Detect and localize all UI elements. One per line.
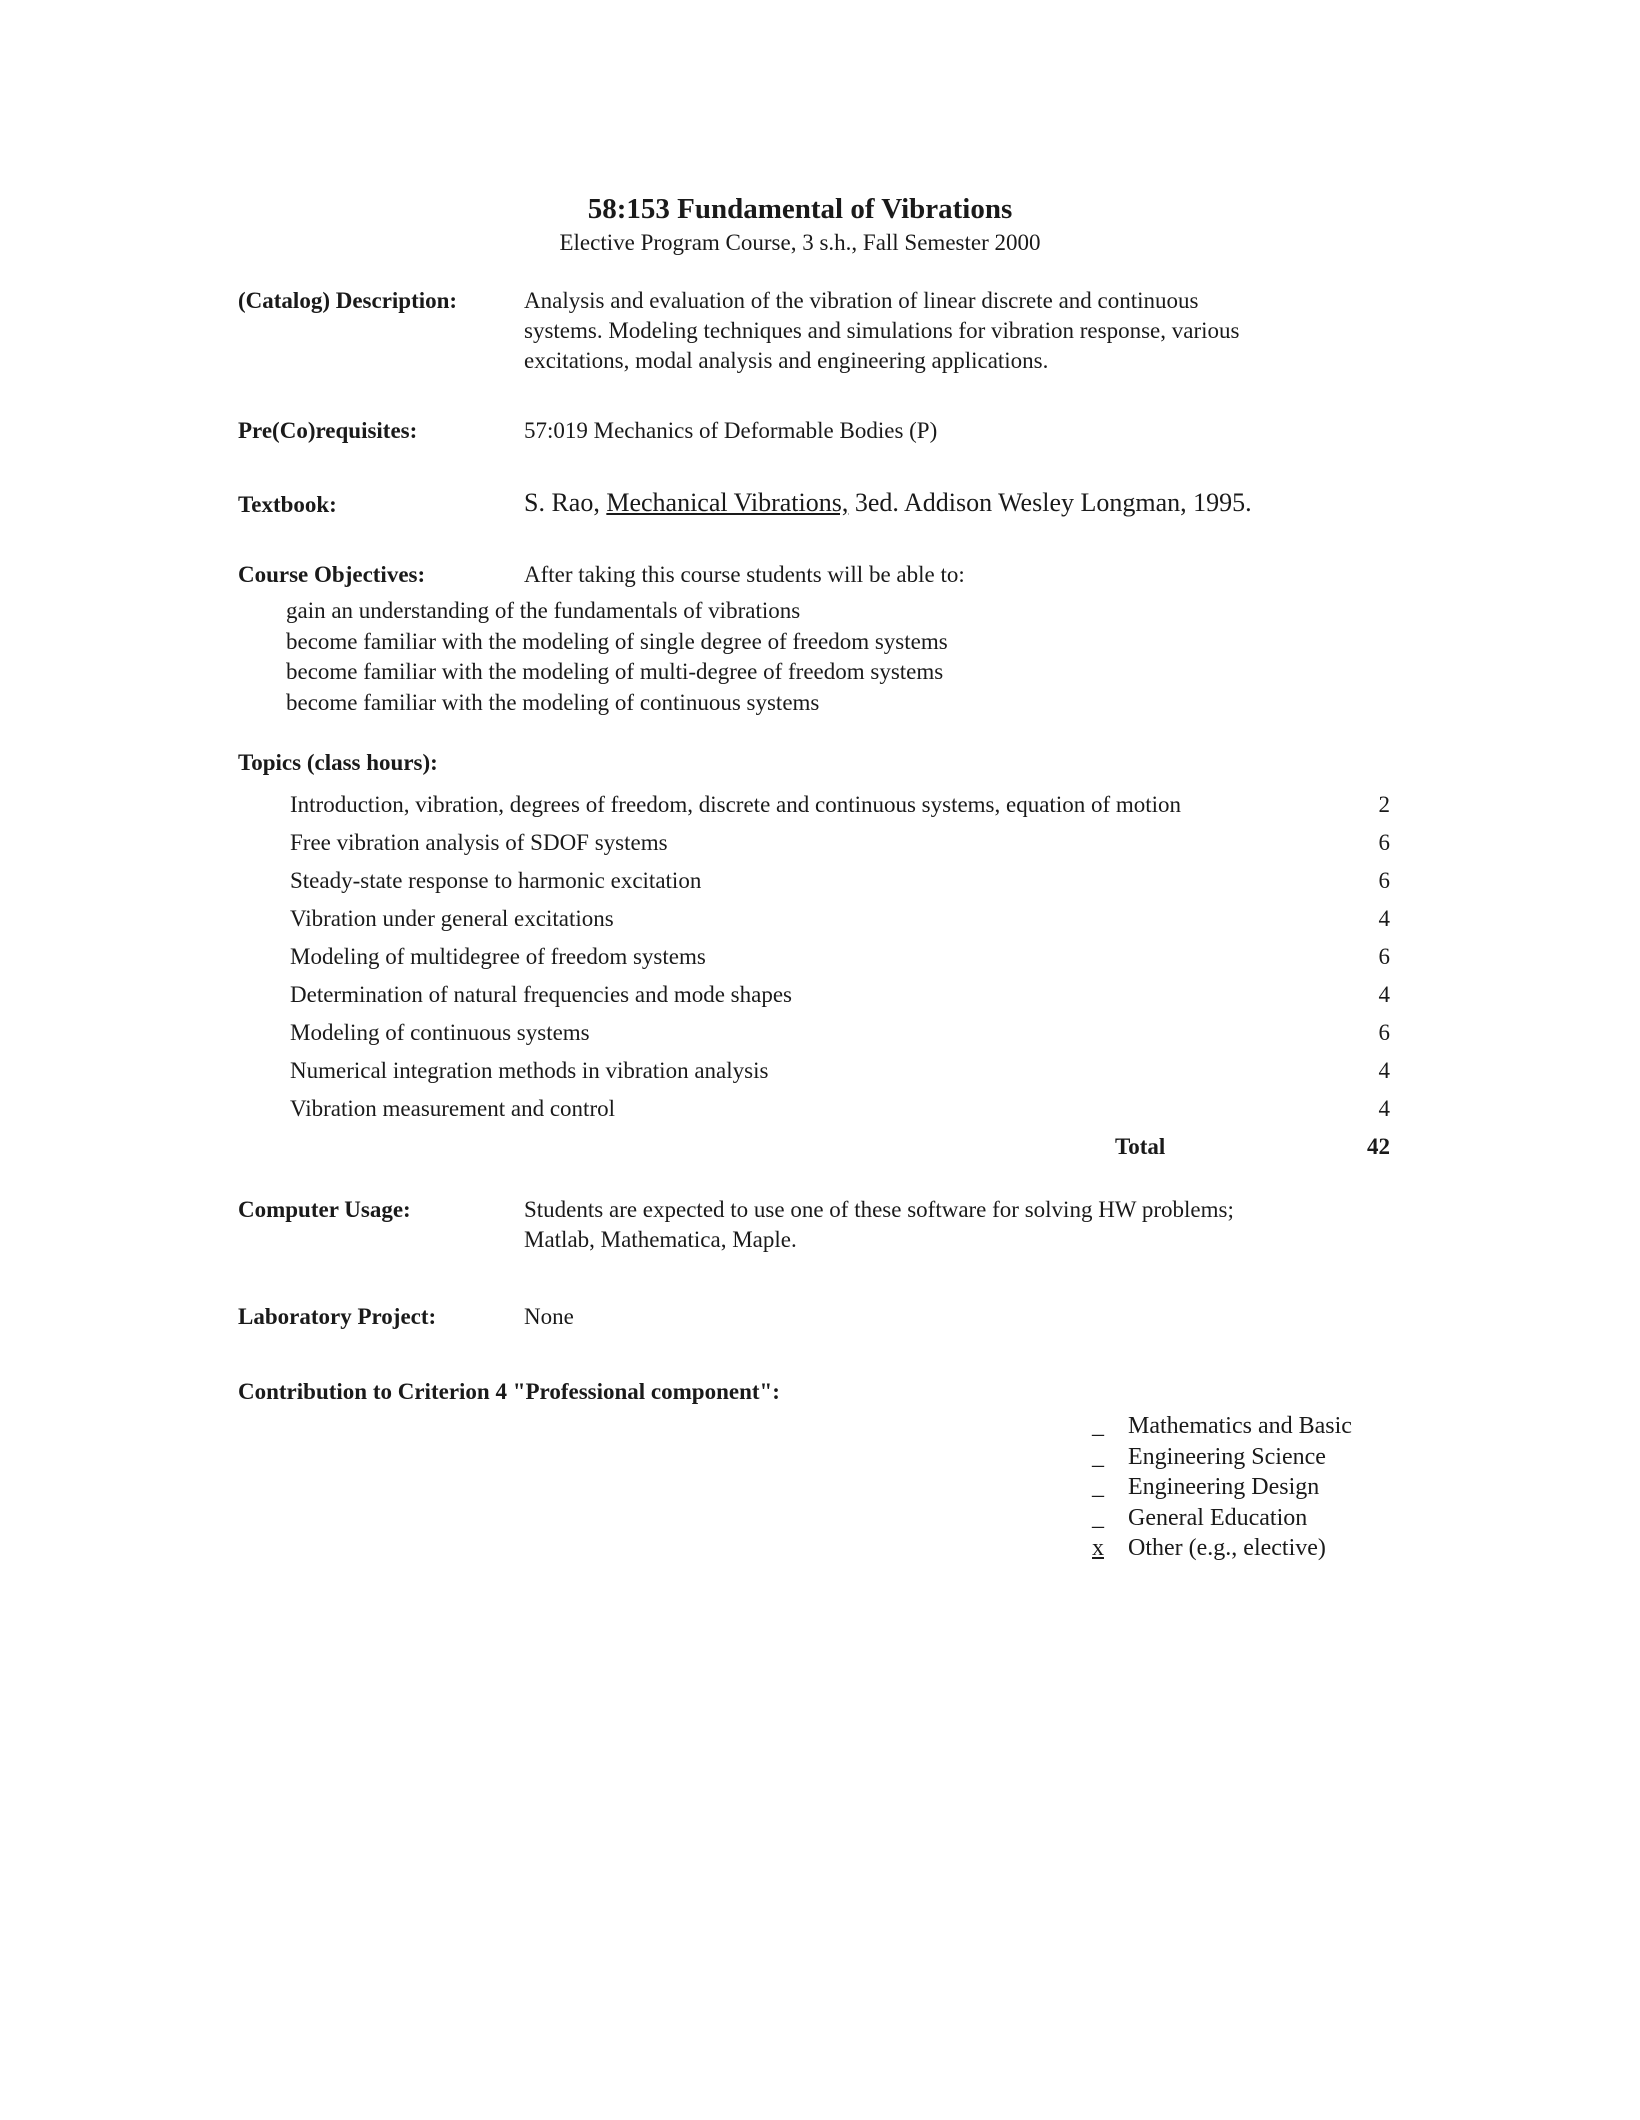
course-subtitle: Elective Program Course, 3 s.h., Fall Semester 2000 (559, 230, 1041, 255)
textbook-details: 3ed. Addison Wesley Longman, 1995. (848, 488, 1252, 517)
topic-row (290, 900, 1390, 938)
topic-hours: 4 (1378, 1058, 1390, 1083)
criterion-item (1092, 1411, 1352, 1442)
computer-usage-line: Matlab, Mathematica, Maple. (524, 1227, 797, 1252)
topic-row (290, 824, 1390, 862)
topic-name: Modeling of continuous systems (290, 1020, 590, 1045)
textbook-value (524, 487, 1354, 519)
objective-item: become familiar with the modeling of multi-degree of freedom systems (286, 659, 944, 684)
topic-name: Numerical integration methods in vibration analysis (290, 1058, 769, 1083)
topic-row (290, 1052, 1390, 1090)
criterion-mark: _ (1092, 1413, 1104, 1439)
topics-table (290, 786, 1390, 1166)
topic-name: Modeling of multidegree of freedom systems (290, 944, 706, 969)
criterion-mark: _ (1092, 1443, 1104, 1470)
criterion-mark: _ (1092, 1474, 1104, 1500)
topic-name: Introduction, vibration, degrees of freedom, discrete and continuous systems, equation of motion (290, 792, 1182, 817)
textbook-author: S. Rao, (524, 488, 607, 517)
topic-row (290, 976, 1390, 1014)
computer-usage-label: Computer Usage: (238, 1197, 411, 1222)
computer-usage-line: Students are expected to use one of these software for solving HW problems; (524, 1197, 1234, 1222)
criterion-item (1092, 1472, 1352, 1503)
topic-hours: 6 (1378, 830, 1390, 855)
criterion-mark: _ (1092, 1504, 1104, 1531)
description-line: systems. Modeling techniques and simulations for vibration response, various (524, 318, 1240, 343)
criterion-text: Engineering Design (1128, 1474, 1320, 1500)
description-text (524, 286, 1354, 376)
description-line: Analysis and evaluation of the vibration of linear discrete and continuous (524, 288, 1199, 313)
topic-hours: 4 (1378, 982, 1390, 1007)
criterion-text: General Education (1128, 1504, 1308, 1531)
criterion-text: Other (e.g., elective) (1128, 1535, 1326, 1561)
objective-item: become familiar with the modeling of continuous systems (286, 689, 820, 715)
prerequisites-label: Pre(Co)requisites: (238, 418, 418, 443)
objective-item: gain an understanding of the fundamentals of vibrations (286, 598, 801, 623)
criterion-checklist (1092, 1411, 1352, 1564)
total-hours: 42 (1367, 1134, 1390, 1159)
topic-hours: 6 (1378, 868, 1390, 893)
topic-row (290, 1090, 1390, 1128)
topic-row (290, 1014, 1390, 1052)
topic-name: Determination of natural frequencies and mode shapes (290, 982, 792, 1007)
objectives-label: Course Objectives: (238, 562, 426, 587)
topic-name: Steady-state response to harmonic excitation (290, 868, 702, 893)
computer-usage-text (524, 1195, 1354, 1255)
objective-item: become familiar with the modeling of single degree of freedom systems (286, 628, 948, 654)
textbook-title: Mechanical Vibrations, (606, 488, 849, 517)
topics-label: Topics (class hours): (238, 750, 438, 775)
objectives-intro: After taking this course students will be able to: (524, 562, 965, 587)
lab-project-label: Laboratory Project: (238, 1304, 437, 1329)
topic-row (290, 786, 1390, 824)
lab-project-value: None (524, 1304, 574, 1329)
description-label: (Catalog) Description: (238, 288, 458, 313)
prerequisites-value: 57:019 Mechanics of Deformable Bodies (P) (524, 418, 938, 443)
topic-hours: 6 (1378, 944, 1390, 969)
objectives-list (286, 596, 948, 718)
criterion-item (1092, 1533, 1352, 1564)
topic-hours: 4 (1378, 906, 1390, 931)
topic-hours: 2 (1378, 792, 1390, 817)
topic-row (290, 862, 1390, 900)
criterion-label: Contribution to Criterion 4 "Professional component": (238, 1379, 780, 1404)
topic-name: Vibration under general excitations (290, 906, 614, 931)
criterion-text: Mathematics and Basic (1128, 1413, 1352, 1439)
description-line: excitations, modal analysis and engineering applications. (524, 348, 1049, 373)
topic-name: Vibration measurement and control (290, 1096, 615, 1121)
course-header (480, 191, 1120, 259)
criterion-item (1092, 1442, 1352, 1473)
criterion-mark: x (1092, 1535, 1104, 1561)
topics-total-row (290, 1128, 1390, 1166)
textbook-label: Textbook: (238, 492, 337, 517)
total-label: Total (1115, 1134, 1166, 1159)
topic-hours: 6 (1378, 1020, 1390, 1045)
criterion-text: Engineering Science (1128, 1443, 1326, 1470)
topic-name: Free vibration analysis of SDOF systems (290, 830, 668, 855)
topic-hours: 4 (1378, 1096, 1390, 1121)
course-title: 58:153 Fundamental of Vibrations (587, 193, 1013, 225)
topic-row (290, 938, 1390, 976)
criterion-item (1092, 1503, 1352, 1534)
